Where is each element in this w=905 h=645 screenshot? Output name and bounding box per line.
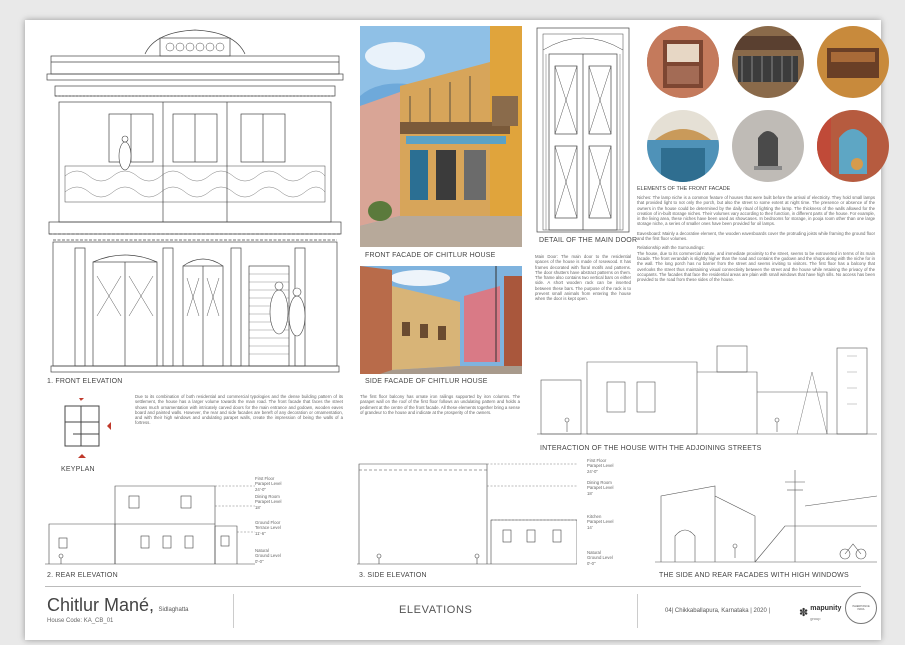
- intro-text: Due to its combination of both residential and commercial typologies and the dense building pattern of its settlement, the house has a larger volume towards the main road. The front facade that faces the street shows much ornamentation with intricately carved doors for the main entrance and godown, wooden eaves board and painted walls. However, the rear and side facades are bereft of any decoration or ornamentation, and with their high windows and undulating parapet walls, create the impression of being the walls of a fortress.: [135, 394, 343, 426]
- main-door-text: Main Door: The main door to the residential spaces of the house is made of rosewood. It has frames decorated with floral motifs and patterns. The door shutters have abstract patterns on them. The frame also contains two vertical bars on either side. A short wooden rack can be inserted between these bars. The purpose of the rack is to prevent small animals from entering the house when the door is kept open.: [535, 254, 632, 302]
- elements-heading: ELEMENTS OF THE FRONT FACADE: [637, 186, 731, 192]
- interaction-sketch: [537, 342, 877, 442]
- rear-level-1: First Floor Parapet Level 24'-0": [255, 476, 282, 492]
- sheet-title: ELEVATIONS: [399, 604, 473, 616]
- niches-text: Niches: The lamp niche is a common feature of houses that were built before the arrival of electricity. They hold small lamps that provided light to not only the porch, but also the street to some extent at night time. The presence or absence of the owners in the house could be determined by the daily ritual of lighting the lamp. The thickness of the walls allowed for the creation of in-built storage niches. Their volumes vary according to their function, in different parts of the house. For example, in the living area, these niches have been used as showcases. In bedrooms for storage, in pooja room other than one large storage niche, a series of smaller ones have been provided for oil lamps.: [637, 195, 875, 227]
- high-windows-label: THE SIDE AND REAR FACADES WITH HIGH WINDOWS: [659, 572, 849, 579]
- niche-photo-4: [647, 110, 719, 182]
- niche-photo-5: [732, 110, 804, 182]
- side-level-4: Natural Ground Level 0'-0": [587, 550, 613, 566]
- front-elevation-label: 1. FRONT ELEVATION: [47, 378, 123, 385]
- niche-photo-6: [817, 110, 889, 182]
- mapunity-logo: [799, 602, 841, 622]
- inheritance-india-seal: [845, 592, 877, 624]
- main-door-drawing: [535, 26, 631, 234]
- interaction-label: INTERACTION OF THE HOUSE WITH THE ADJOINING STREETS: [540, 445, 762, 452]
- side-level-2: Dining Room Parapet Level 18': [587, 480, 614, 496]
- rear-level-3: Ground Floor Terrace Level 11'-6": [255, 520, 281, 536]
- side-level-1: First Floor Parapet Level 24'-0": [587, 458, 614, 474]
- side-facade-photo-label: SIDE FACADE OF CHITLUR HOUSE: [365, 378, 488, 385]
- side-facade-photo: [360, 266, 522, 374]
- footer-divider: [45, 586, 861, 587]
- keyplan-label: KEYPLAN: [61, 466, 95, 473]
- house-code: House Code: KA_CB_01: [47, 618, 114, 624]
- relationship-title: Relationship with the Surroundings:: [637, 245, 705, 251]
- seal-text: INHERITANCE INDIA: [852, 605, 870, 611]
- location-text: 04| Chikkaballapura, Karnataka | 2020 |: [665, 608, 771, 614]
- mapunity-wordmark: mapunity: [810, 605, 842, 612]
- high-windows-sketch: [655, 466, 877, 566]
- elements-text-block: [637, 186, 875, 282]
- rear-level-2: Dining Room Parapet Level 18': [255, 494, 282, 510]
- eaves-text: Eavesboard: Mainly a decorative element, the wooden eavesboards cover the protruding joists while framing the ground floor and the first floor volumes.: [637, 230, 875, 242]
- house-title: Chitlur Mané,: [47, 595, 155, 615]
- rear-elevation-drawing: [45, 476, 255, 568]
- niche-photo-2: [732, 26, 804, 98]
- relationship-text: The house, due to its commercial nature, and immediate proximity to the street, seems to be extroverted in terms of its main facade. The front verandah is slightly higher than the road and contains the godown and the shops along with the niche for in the wall. The long porch has no barrier from the street and seems inviting to visitors. The first floor has a balcony that overlooks the street thus maintaining visual connectivity between the street and the house while retaining the privacy of the occupants. The facades that face the residential areas are plain with small windows that have high sills. No access has been provided to the road from these sides of the house.: [637, 250, 875, 283]
- side-elevation-drawing: [357, 458, 577, 568]
- front-facade-photo-label: FRONT FACADE OF CHITLUR HOUSE: [365, 252, 496, 259]
- rear-level-4: Natural Ground Level 0'-0": [255, 548, 281, 564]
- front-elevation-drawing: [45, 26, 345, 374]
- main-door-label: DETAIL OF THE MAIN DOOR: [539, 237, 638, 244]
- side-elevation-label: 3. SIDE ELEVATION: [359, 572, 427, 579]
- rear-elevation-label: 2. REAR ELEVATION: [47, 572, 118, 579]
- mapunity-sub: group: [810, 616, 821, 621]
- niche-photo-3: [817, 26, 889, 98]
- keyplan: [51, 398, 121, 462]
- side-level-3: Kitchen Parapet Level 14': [587, 514, 614, 530]
- niche-photo-1: [647, 26, 719, 98]
- house-place: Sidlaghatta: [158, 607, 189, 613]
- footer-divider-left: [233, 594, 234, 628]
- drawing-sheet: [25, 20, 881, 640]
- mapunity-icon: ✽: [799, 606, 809, 619]
- balcony-text: The first floor balcony has ornate iron railings supported by iron columns. The parapet wall on the roof of the first floor follows an undulating pattern and holds a pediment at the centre of the front facade. All these elements together bring a sense of grandeur to the house and indicate at the prosperity of the owners.: [360, 394, 520, 415]
- footer-title-block: [47, 595, 237, 624]
- front-facade-photo: [360, 26, 522, 247]
- footer-divider-right: [637, 594, 638, 628]
